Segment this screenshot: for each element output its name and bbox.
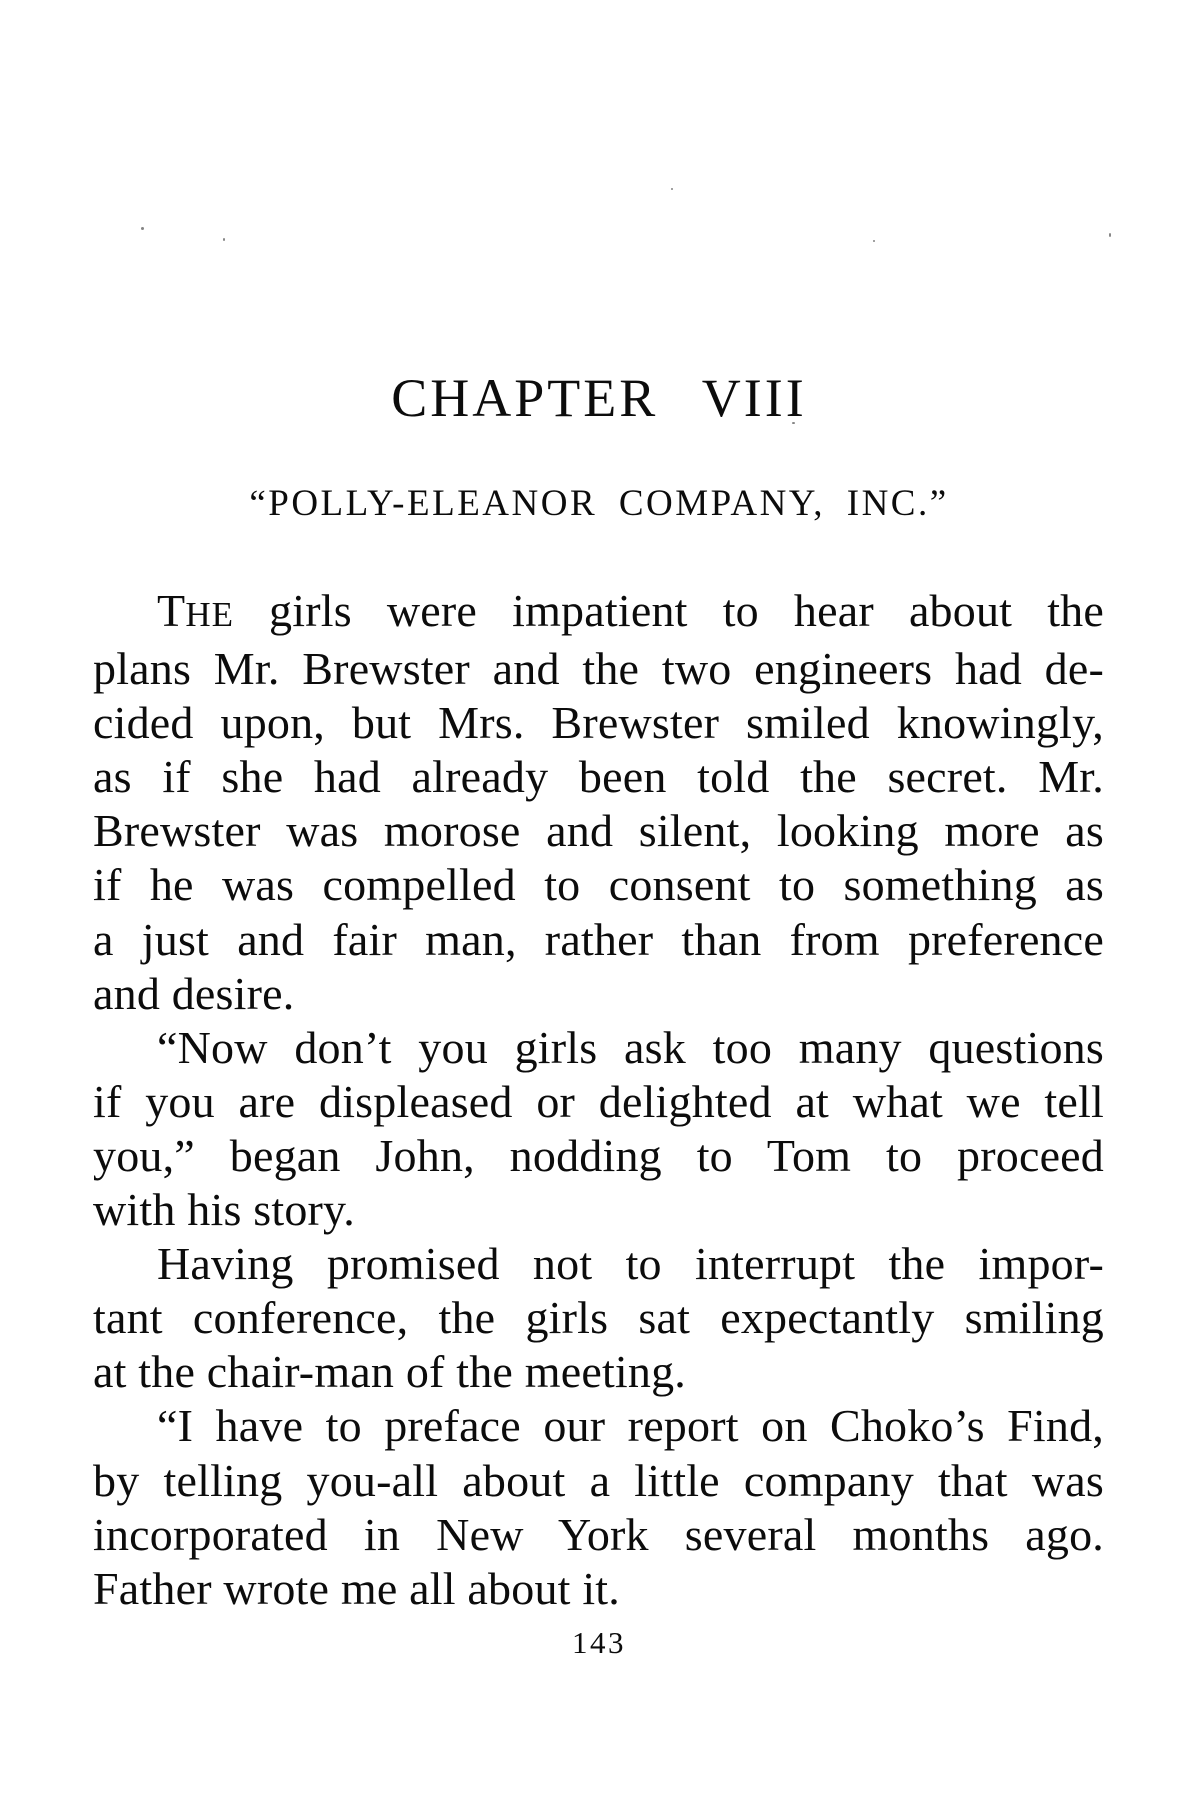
text-line: a just and fair man, rather than from preference [93,913,1104,965]
text-line: “Now don’t you girls ask too many questions [157,1021,1104,1073]
text-line: Having promised not to interrupt the impor- [157,1238,1104,1290]
text-line: tant conference, the girls sat expectantly smiling [93,1292,1104,1344]
text-line: by telling you-all about a little company that was [93,1454,1104,1506]
body-text [93,584,1104,1616]
text-line: and desire. [93,967,295,1019]
scan-speck [873,240,875,242]
text-line: you,” began John, nodding to Tom to proceed [93,1129,1104,1181]
text-line: as if she had already been told the secret. Mr. [93,751,1104,803]
text-line: at the chair-man of the meeting. [93,1346,687,1398]
scan-speck [1109,233,1111,237]
paragraph-initial: T [157,585,186,636]
small-caps: HE [185,595,234,634]
text-line: cided upon, but Mrs. Brewster smiled knowingly, [93,697,1104,749]
chapter-subtitle: “POLLY-ELEANOR COMPANY, INC.” [249,483,949,524]
text-line: if you are displeased or delighted at what we tell [93,1075,1104,1127]
text-line: Brewster was morose and silent, looking more as [93,805,1104,857]
page-number: 143 [572,1625,626,1660]
text-line: “I have to preface our report on Choko’s Find, [157,1400,1104,1452]
line-rest: girls were impatient to hear about the [233,585,1104,636]
scan-speck [671,188,673,190]
text-line: if he was compelled to consent to something as [93,859,1104,911]
text-line: plans Mr. Brewster and the two engineers had de- [93,643,1104,695]
scan-speck [141,227,144,230]
text-line: with his story. [93,1184,355,1236]
text-line: Father wrote me all about it. [93,1562,620,1614]
chapter-heading: CHAPTER VIII [391,368,807,428]
text-line [93,584,1104,642]
scan-speck [223,238,225,241]
text-line: incorporated in New York several months ago. [93,1508,1104,1560]
